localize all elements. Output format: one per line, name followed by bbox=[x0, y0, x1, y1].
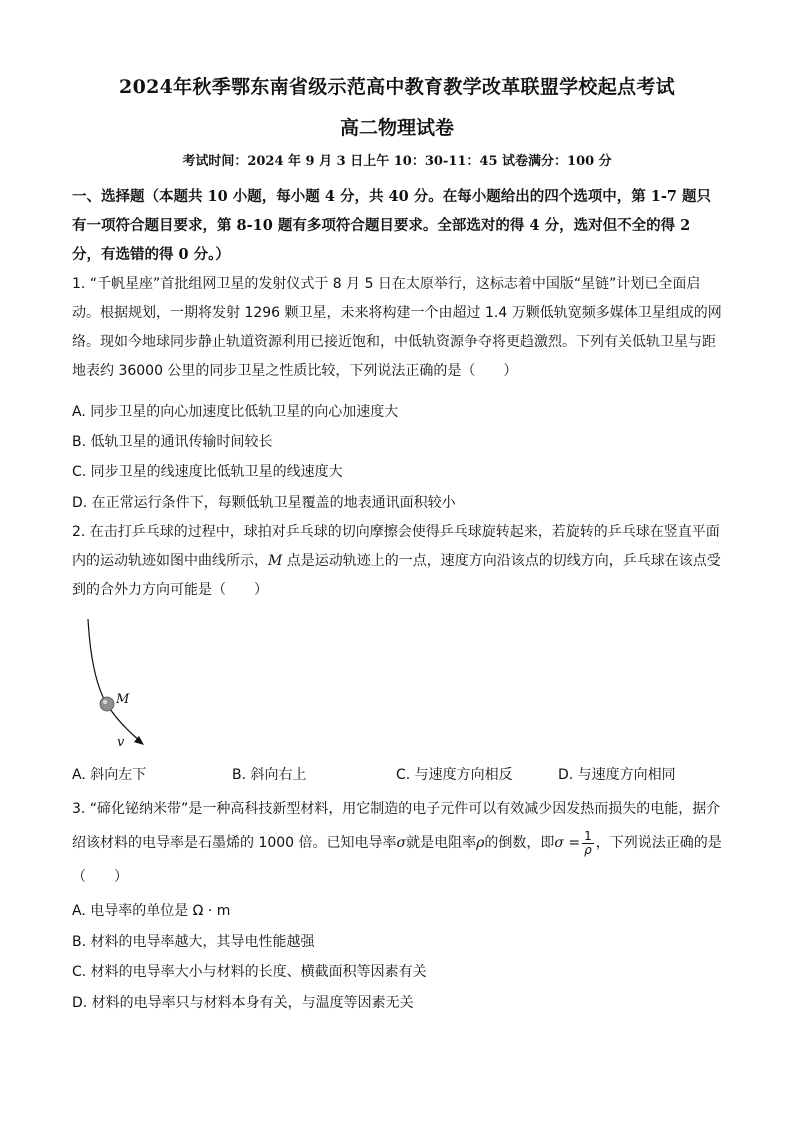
question-2-option-a: A. 斜向左下 bbox=[72, 767, 147, 783]
ping-pong-ball bbox=[100, 697, 114, 711]
question-3-stem-part2: 就是电阻率 bbox=[406, 835, 477, 851]
point-m-label: M bbox=[268, 553, 283, 569]
question-2-stem bbox=[72, 518, 724, 605]
formula-numerator: 1 bbox=[584, 828, 592, 843]
question-3-stem-part3: 的倒数，即 bbox=[484, 835, 555, 851]
question-1-stem: 1. “千帆星座”首批组网卫星的发射仪式于 8 月 5 日在太原举行，这标志着中国版“星链”计划已全面启动。根据规划，一期将发射 1296 颗卫星，未来将构建一个由超过 1.4 万颗低轨宽频多媒体卫星组成的网络。现如今地球同步静止轨道资源利用已接近饱和，中低轨资源争夺将更趋激烈。下列有关低轨卫星与距地表约 36000 公里的同步卫星之性质比较，下列说法正确的是（ ） bbox=[72, 276, 722, 379]
question-3-option-d: D. 材料的电导率只与材料本身有关，与温度等因素无关 bbox=[72, 995, 414, 1011]
question-1-option-b: B. 低轨卫星的通讯传输时间较长 bbox=[72, 434, 273, 450]
question-3-stem-part1: 3. “碲化铋纳米带”是一种高科技新型材料，用它制造的电子元件可以有效减少因发热而损失的电能，据介绍该材料的电导率是石墨烯的 1000 倍。已知电导率 bbox=[72, 801, 721, 851]
question-2-stem-part1: 2. 在击打乒乓球的过程中，球拍对乒乓球的切向摩擦会使得乒乓球旋转起来，若旋转的乒乓球在竖直平面内的运动轨迹如图中曲线所示， bbox=[72, 524, 720, 569]
question-2-stem-part2: 点是运动轨迹上的一点，速度方向沿该点的切线方向，乒乓球在该点受到的合外力方向可能是（ ） bbox=[72, 553, 721, 598]
question-3-option-c: C. 材料的电导率大小与材料的长度、横截面积等因素有关 bbox=[72, 964, 427, 980]
rho-symbol: ρ bbox=[476, 835, 485, 851]
exam-title: 2024年秋季鄂东南省级示范高中教育教学改革联盟学校起点考试 bbox=[119, 76, 675, 98]
trajectory-curve bbox=[88, 619, 140, 741]
question-2-option-b: B. 斜向右上 bbox=[232, 767, 307, 783]
question-3-option-a: A. 电导率的单位是 Ω · m bbox=[72, 903, 231, 919]
question-3-stem-part4: ，下列说法正确的是（ ） bbox=[72, 835, 722, 885]
trajectory-figure bbox=[82, 615, 172, 750]
question-1-option-a: A. 同步卫星的向心加速度比低轨卫星的向心加速度大 bbox=[72, 404, 399, 420]
formula-denominator: ρ bbox=[584, 842, 592, 857]
question-1-option-c: C. 同步卫星的线速度比低轨卫星的线速度大 bbox=[72, 464, 343, 480]
figure-velocity-label: v bbox=[117, 735, 125, 750]
question-3-stem bbox=[72, 792, 724, 894]
exam-subtitle: 高二物理试卷 bbox=[339, 117, 454, 139]
question-1-option-d: D. 在正常运行条件下，每颗低轨卫星覆盖的地表通讯面积较小 bbox=[72, 495, 456, 511]
section-heading: 一、选择题（本题共 10 小题，每小题 4 分，共 40 分。在每小题给出的四个选项中，第 1-7 题只有一项符合题目要求，第 8-10 题有多项符合题目要求。全部选对的得 4 分，选对但不全的得 2 分，有选错的得 0 分。） bbox=[72, 188, 712, 263]
exam-info: 考试时间：2024 年 9 月 3 日上午 10：30-11：45 试卷满分：100 分 bbox=[182, 154, 612, 169]
question-3-option-b: B. 材料的电导率越大，其导电性能越强 bbox=[72, 934, 315, 950]
trajectory-diagram bbox=[82, 615, 172, 750]
formula-fraction bbox=[582, 830, 594, 857]
formula-lhs: σ = bbox=[554, 835, 581, 851]
question-2-option-c: C. 与速度方向相反 bbox=[396, 767, 513, 783]
sigma-symbol: σ bbox=[396, 835, 407, 851]
figure-point-label: M bbox=[116, 692, 130, 707]
question-2-option-d: D. 与速度方向相同 bbox=[558, 767, 676, 783]
